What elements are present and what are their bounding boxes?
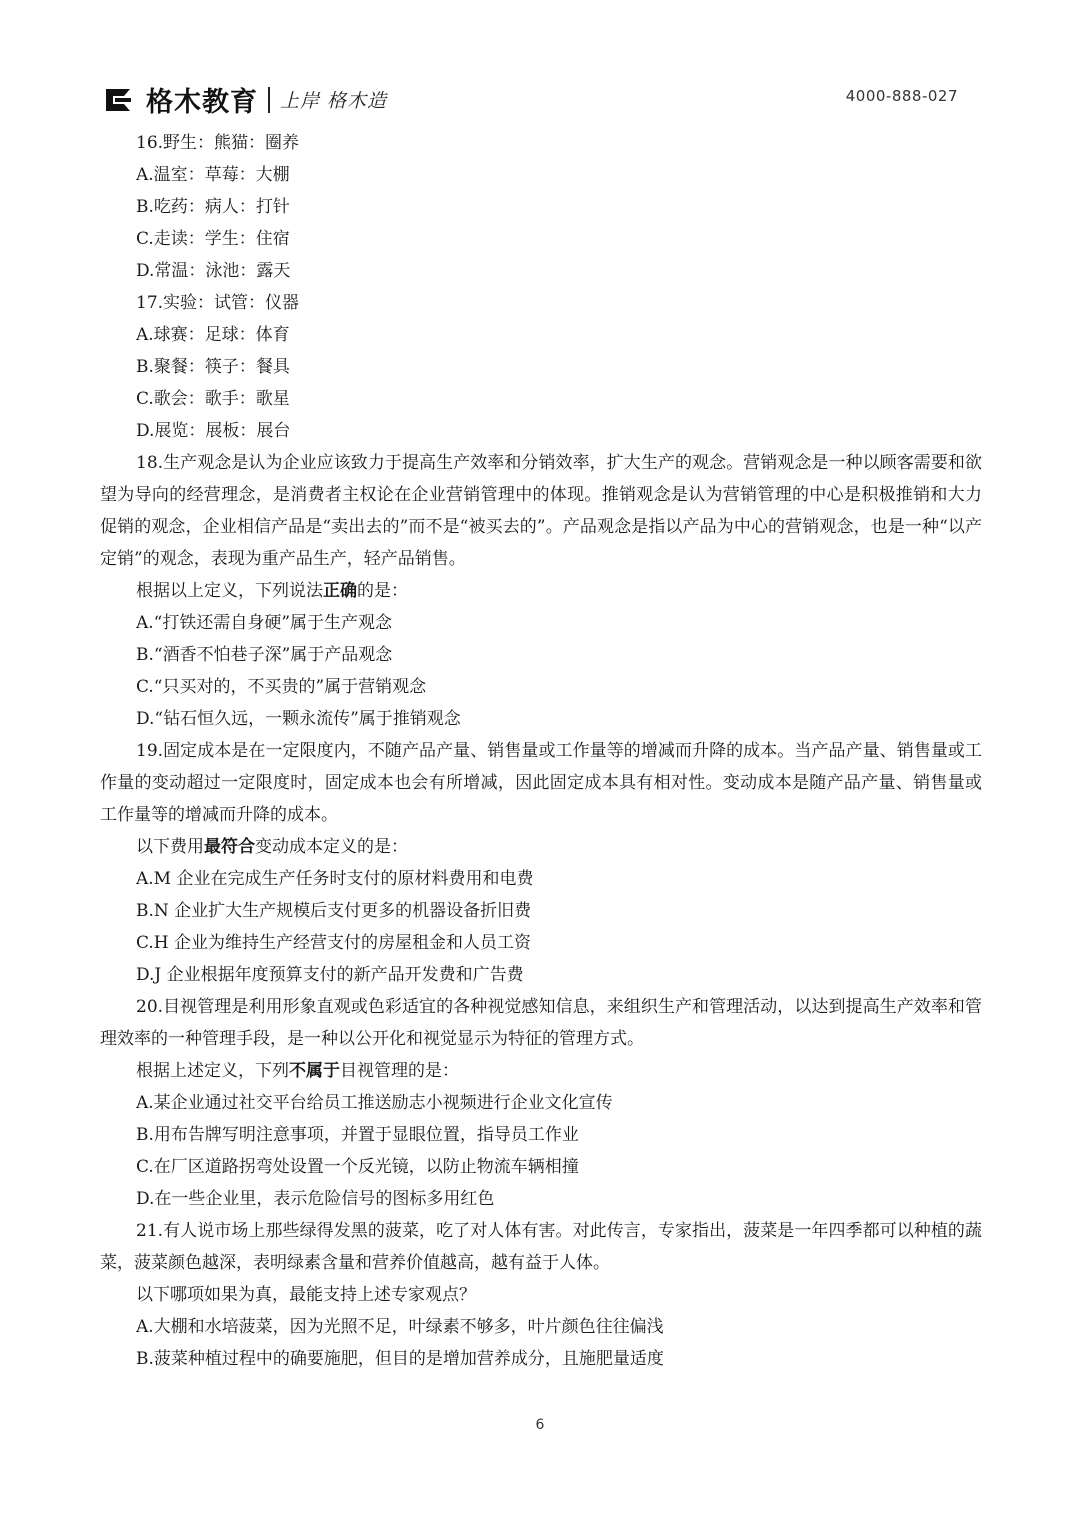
brand-logo-icon [100,84,142,116]
brand-slogan: 上岸 格木造 [280,90,388,112]
question-20-prompt-pre: 根据上述定义，下列 [136,1061,289,1081]
question-20-option-c: C.在厂区道路拐弯处设置一个反光镜，以防止物流车辆相撞 [136,1157,579,1177]
page-number: 6 [535,1417,545,1433]
question-19-option-a: A.M 企业在完成生产任务时支付的原材料费用和电费 [136,869,534,889]
question-19-option-d: D.J 企业根据年度预算支付的新产品开发费和广告费 [136,965,524,985]
question-21-prompt: 以下哪项如果为真，最能支持上述专家观点？ [136,1285,476,1305]
question-17-stem: 17.实验：试管：仪器 [136,293,300,313]
question-16-option-c: C.走读：学生：住宿 [136,229,290,249]
question-18-option-c: C.“只买对的，不买贵的”属于营销观念 [136,677,427,697]
question-20-option-d: D.在一些企业里，表示危险信号的图标多用红色 [136,1189,495,1209]
hotline-number: 4000-888-027 [845,87,958,105]
question-19-stem: 19.固定成本是在一定限度内，不随产品产量、销售量或工作量等的增减而升降的成本。当产品产量、销售量或工作量的变动超过一定限度时，固定成本也会有所增减，因此固定成本具有相对性。变动成本是随产品产量、销售量或工作量等的增减而升降的成本。 [100,741,982,825]
question-20-prompt [100,1055,982,1087]
question-17-option-a: A.球赛：足球：体育 [136,325,290,345]
question-20-prompt-keyword: 不属于 [289,1061,340,1081]
question-18-stem: 18.生产观念是认为企业应该致力于提高生产效率和分销效率，扩大生产的观念。营销观念是一种以顾客需要和欲望为导向的经营理念，是消费者主权论在企业营销管理中的体现。推销观念是认为营销管理的中心是积极推销和大力促销的观念，企业相信产品是“卖出去的”而不是“被买去的”。产品观念是指以产品为中心的营销观念，也是一种“以产定销”的观念，表现为重产品生产，轻产品销售。 [100,453,982,569]
question-18-option-b: B.“酒香不怕巷子深”属于产品观念 [136,645,393,665]
question-17-option-c: C.歌会：歌手：歌星 [136,389,290,409]
question-16-option-a: A.温室：草莓：大棚 [136,165,290,185]
question-17-option-d: D.展览：展板：展台 [136,421,291,441]
question-20-option-a: A.某企业通过社交平台给员工推送励志小视频进行企业文化宣传 [136,1093,613,1113]
question-16-option-b: B.吃药：病人：打针 [136,197,290,217]
question-21-option-a: A.大棚和水培菠菜，因为光照不足，叶绿素不够多，叶片颜色往往偏浅 [136,1317,664,1337]
question-20-stem: 20.目视管理是利用形象直观或色彩适宜的各种视觉感知信息，来组织生产和管理活动，以达到提高生产效率和管理效率的一种管理手段，是一种以公开化和视觉显示为特征的管理方式。 [100,997,982,1049]
question-18-option-a: A.“打铁还需自身硬”属于生产观念 [136,613,393,633]
question-17-option-b: B.聚餐：筷子：餐具 [136,357,290,377]
question-19-option-c: C.H 企业为维持生产经营支付的房屋租金和人员工资 [136,933,532,953]
question-20-option-b: B.用布告牌写明注意事项，并置于显眼位置，指导员工作业 [136,1125,579,1145]
page-header [100,78,980,118]
question-19-option-b: B.N 企业扩大生产规模后支付更多的机器设备折旧费 [136,901,532,921]
question-18-prompt [100,575,982,607]
question-19-prompt-post: 变动成本定义的是： [255,837,408,857]
question-19-prompt-pre: 以下费用 [136,837,204,857]
question-18-prompt-post: 的是： [357,581,408,601]
question-20-prompt-post: 目视管理的是： [340,1061,459,1081]
logo-divider [268,87,270,113]
question-16-stem: 16.野生：熊猫：圈养 [136,133,300,153]
question-18-prompt-keyword: 正确 [323,581,357,601]
question-21-option-b: B.菠菜种植过程中的确要施肥，但目的是增加营养成分，且施肥量适度 [136,1349,664,1369]
question-19-prompt [100,831,982,863]
question-21-stem: 21.有人说市场上那些绿得发黑的菠菜，吃了对人体有害。对此传言，专家指出，菠菜是一年四季都可以种植的蔬菜，菠菜颜色越深，表明绿素含量和营养价值越高，越有益于人体。 [100,1221,982,1273]
question-18-option-d: D.“钻石恒久远，一颗永流传”属于推销观念 [136,709,461,729]
question-16-option-d: D.常温：泳池：露天 [136,261,291,281]
question-18-prompt-pre: 根据以上定义，下列说法 [136,581,323,601]
question-19-prompt-keyword: 最符合 [204,837,255,857]
brand-name: 格木教育 [146,87,258,118]
page-content [100,127,982,1375]
brand-logo [100,80,387,119]
